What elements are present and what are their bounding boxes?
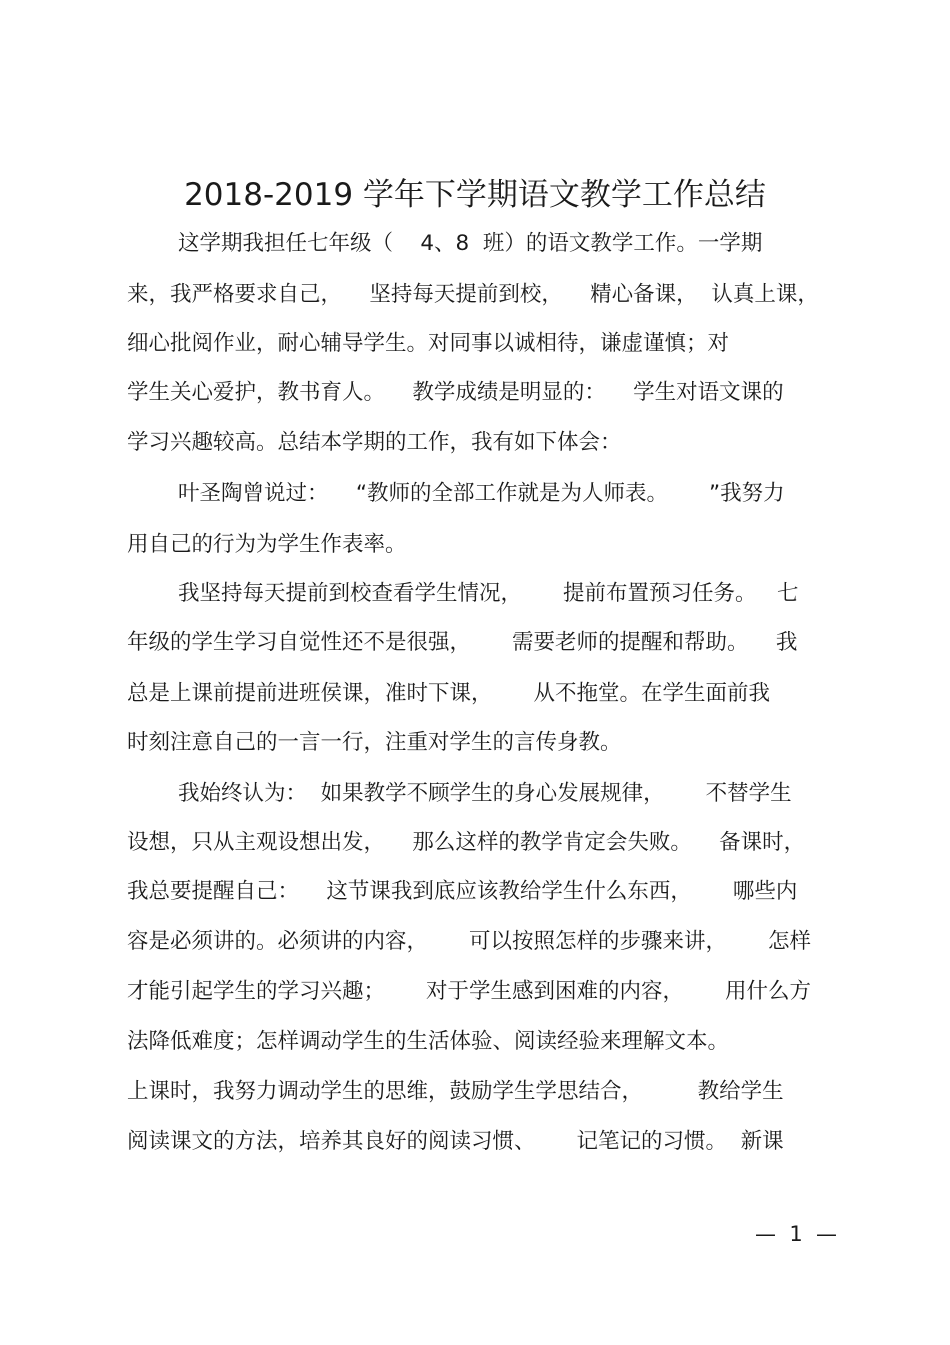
paragraph-line: 容是必须讲的。必须讲的内容， 可以按照怎样的步骤来讲， 怎样 <box>127 929 812 954</box>
paragraph-line: 细心批阅作业，耐心辅导学生。对同事以诚相待，谦虚谨慎；对 <box>127 331 730 356</box>
paragraph-line: 学习兴趣较高。总结本学期的工作，我有如下体会： <box>127 430 622 455</box>
paragraph-line: 我始终认为： 如果教学不顾学生的身心发展规律， 不替学生 <box>178 781 792 806</box>
paragraph-line: 法降低难度；怎样调动学生的生活体验、阅读经验来理解文本。 <box>127 1029 730 1054</box>
paragraph-line: 学生关心爱护，教书育人。 教学成绩是明显的： 学生对语文课的 <box>127 380 784 405</box>
paragraph-line: 我坚持每天提前到校查看学生情况， 提前布置预习任务。 七 <box>178 581 799 606</box>
paragraph-line: 时刻注意自己的一言一行，注重对学生的言传身教。 <box>127 730 622 755</box>
page-number: — 1 — <box>755 1222 838 1246</box>
paragraph-line: 才能引起学生的学习兴趣； 对于学生感到困难的内容， 用什么方 <box>127 979 812 1004</box>
paragraph-line: 总是上课前提前进班侯课，准时下课， 从不拖堂。在学生面前我 <box>127 681 771 706</box>
paragraph-line: 这学期我担任七年级（ 4、8 班）的语文教学工作。一学期 <box>178 231 763 256</box>
paragraph-line: 上课时，我努力调动学生的思维，鼓励学生学思结合， 教给学生 <box>127 1079 784 1104</box>
paragraph-line: 阅读课文的方法，培养其良好的阅读习惯、 记笔记的习惯。 新课 <box>127 1129 784 1154</box>
paragraph-line: 年级的学生学习自觉性还不是很强， 需要老师的提醒和帮助。 我 <box>127 630 798 655</box>
paragraph-line: 叶圣陶曾说过： “教师的全部工作就是为人师表。 ”我努力 <box>178 481 785 506</box>
paragraph-line: 设想，只从主观设想出发， 那么这样的教学肯定会失败。 备课时， <box>127 830 806 855</box>
paragraph-line: 我总要提醒自己： 这节课我到底应该教给学生什么东西， 哪些内 <box>127 879 798 904</box>
paragraph-line: 用自己的行为为学生作表率。 <box>127 532 407 557</box>
paragraph-line: 来，我严格要求自己， 坚持每天提前到校， 精心备课， 认真上课， <box>127 282 819 307</box>
document-title: 2018-2019 学年下学期语文教学工作总结 <box>184 177 766 213</box>
